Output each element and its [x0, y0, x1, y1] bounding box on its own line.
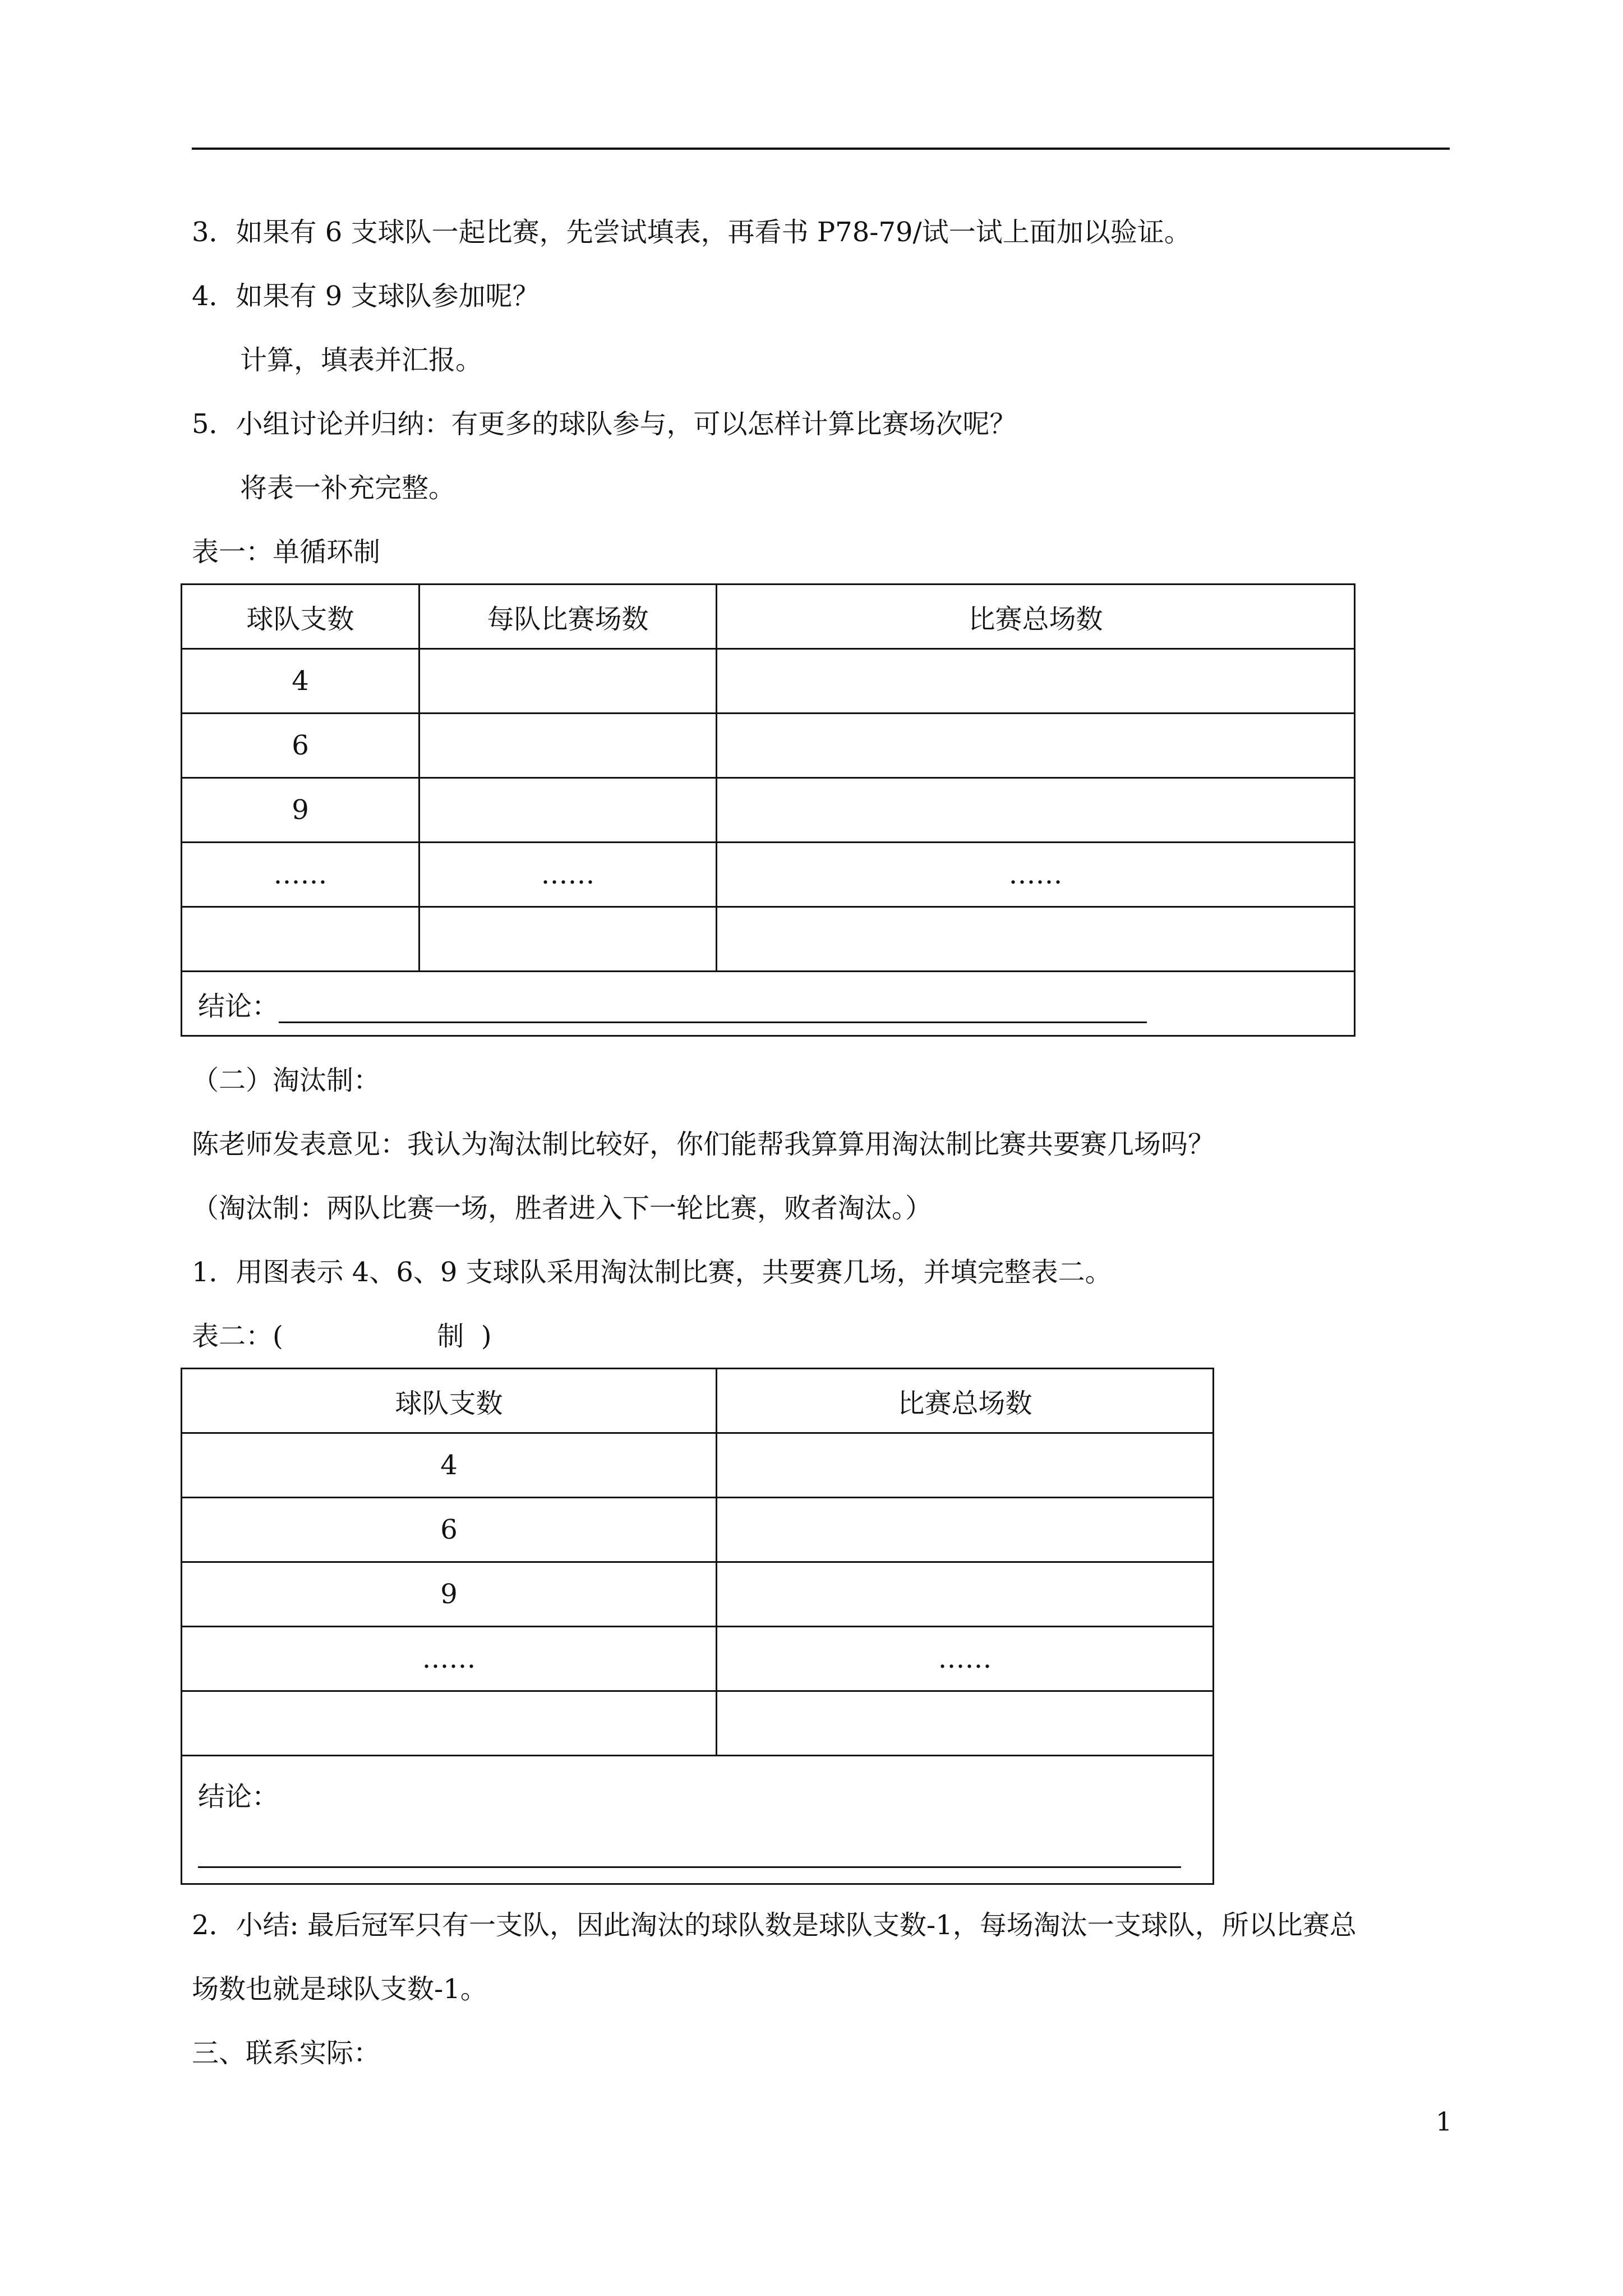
conclusion-answer-line [198, 1866, 1181, 1868]
table-cell: 6 [182, 714, 419, 778]
question-5-instruction: 将表一补充完整。 [240, 472, 456, 504]
table-cell: 6 [182, 1498, 717, 1562]
table-cell [717, 714, 1355, 778]
table-cell: …… [182, 843, 419, 907]
table-cell [717, 649, 1355, 714]
table-cell [717, 1498, 1214, 1562]
section-knockout-heading: （二）淘汰制： [192, 1065, 381, 1096]
table-header-row [182, 1369, 1214, 1433]
table-cell [717, 1562, 1214, 1627]
teacher-opinion: 陈老师发表意见：我认为淘汰制比较好，你们能帮我算算用淘汰制比赛共要赛几场吗？ [192, 1129, 1215, 1160]
question-3: 3．如果有 6 支球队一起比赛，先尝试填表，再看书 P78-79/试一试上面加以验证。 [192, 217, 1191, 248]
table-row [182, 1691, 1214, 1756]
table-row [182, 1498, 1214, 1562]
header-rule [192, 148, 1450, 150]
summary-line-1: 2．小结: 最后冠军只有一支队，因此淘汰的球队数是球队支数-1，每场淘汰一支球队，所以比赛总 [192, 1910, 1357, 1941]
summary-line-2: 场数也就是球队支数-1。 [192, 1973, 487, 2005]
conclusion-answer-line [279, 997, 1147, 1023]
table-cell: …… [182, 1627, 717, 1691]
table-row [182, 714, 1355, 778]
conclusion-cell [182, 1756, 1214, 1884]
conclusion-label: 结论： [198, 1781, 279, 1812]
table-row [182, 1433, 1214, 1498]
column-header-team-count: 球队支数 [182, 585, 419, 649]
table-cell [419, 907, 717, 972]
page-number: 1 [1436, 2106, 1453, 2137]
table-cell: 4 [182, 1433, 717, 1498]
column-header-games-per-team: 每队比赛场数 [419, 585, 717, 649]
table2-caption: 表二：( 制 ) [192, 1320, 492, 1352]
table-cell [717, 907, 1355, 972]
conclusion-row [182, 972, 1355, 1036]
table-cell: 9 [182, 778, 419, 843]
table-row [182, 843, 1355, 907]
question-4-instruction: 计算，填表并汇报。 [240, 344, 483, 376]
table-cell [419, 714, 717, 778]
conclusion-cell [182, 972, 1355, 1036]
table-header-row [182, 585, 1355, 649]
table-knockout [181, 1368, 1214, 1885]
table-cell [717, 1433, 1214, 1498]
table-row [182, 649, 1355, 714]
table-row [182, 907, 1355, 972]
table-cell [717, 1691, 1214, 1756]
table-cell: …… [717, 843, 1355, 907]
question-4: 4．如果有 9 支球队参加呢？ [192, 280, 540, 312]
table-cell: …… [419, 843, 717, 907]
section-practice-heading: 三、联系实际： [192, 2037, 381, 2069]
knockout-definition: （淘汰制：两队比赛一场，胜者进入下一轮比赛，败者淘汰。） [192, 1193, 933, 1224]
table-round-robin [181, 583, 1355, 1037]
table-cell [419, 649, 717, 714]
table-cell: …… [717, 1627, 1214, 1691]
table-cell: 4 [182, 649, 419, 714]
question-1: 1．用图表示 4、6、9 支球队采用淘汰制比赛，共要赛几场，并填完整表二。 [192, 1257, 1112, 1288]
table-cell [182, 1691, 717, 1756]
conclusion-label: 结论： [198, 990, 279, 1022]
table-cell [419, 778, 717, 843]
table-row [182, 1627, 1214, 1691]
table-cell [182, 907, 419, 972]
column-header-total-games: 比赛总场数 [717, 1369, 1214, 1433]
table1-caption: 表一：单循环制 [192, 536, 381, 568]
conclusion-row [182, 1756, 1214, 1884]
column-header-team-count: 球队支数 [182, 1369, 717, 1433]
question-5: 5．小组讨论并归纳：有更多的球队参与，可以怎样计算比赛场次呢？ [192, 408, 1017, 440]
column-header-total-games: 比赛总场数 [717, 585, 1355, 649]
table-row [182, 778, 1355, 843]
table-cell: 9 [182, 1562, 717, 1627]
table-cell [717, 778, 1355, 843]
table-row [182, 1562, 1214, 1627]
